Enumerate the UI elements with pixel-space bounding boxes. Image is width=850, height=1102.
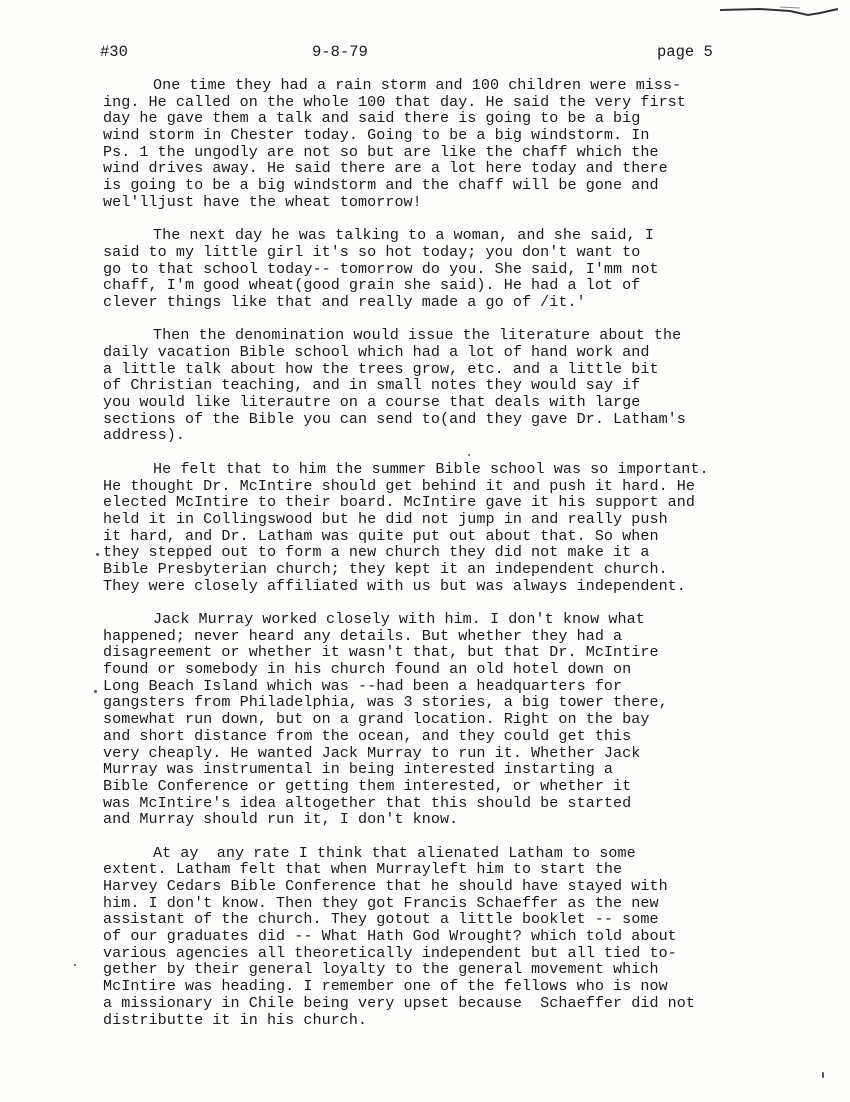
text-line: is going to be a big windstorm and the chaff will be gone and xyxy=(103,176,659,195)
text-line: assistant of the church. They gotout a little booklet -- some xyxy=(103,910,659,929)
paragraph xyxy=(103,227,783,310)
text-line: He felt that to him the summer Bible school was so important. xyxy=(153,459,709,478)
text-line: elected McIntire to their board. McIntire gave it his support and xyxy=(103,493,696,512)
text-line: somewhat run down, but on a grand location. Right on the bay xyxy=(103,710,650,729)
document-number: #30 xyxy=(100,43,128,61)
paragraph xyxy=(103,77,783,211)
document-date: 9-8-79 xyxy=(312,43,368,61)
text-line: wind storm in Chester today. Going to be a big windstorm. In xyxy=(103,126,650,145)
text-line: gangsters from Philadelphia, was 3 stories, a big tower there, xyxy=(103,693,668,712)
scan-speck xyxy=(822,1072,824,1078)
text-line: happened; never heard any details. But whether they had a xyxy=(103,626,623,645)
text-line: was McIntire's idea altogether that this should be started xyxy=(103,793,632,812)
text-line: McIntire was heading. I remember one of the fellows who is now xyxy=(103,977,668,996)
text-line: address). xyxy=(103,426,185,445)
text-line: Bible Presbyterian church; they kept it an independent church. xyxy=(103,559,668,578)
text-line: found or somebody in his church found an old hotel down on xyxy=(103,660,632,679)
text-line: extent. Latham felt that when Murrayleft him to start the xyxy=(103,860,623,879)
text-line: said to my little girl it's so hot today; you don't want to xyxy=(103,242,641,261)
text-line: a missionary in Chile being very upset because Schaeffer did not xyxy=(103,993,696,1012)
text-line: very cheaply. He wanted Jack Murray to run it. Whether Jack xyxy=(103,743,641,762)
text-line: of Christian teaching, and in small notes they would say if xyxy=(103,376,641,395)
page-header xyxy=(100,43,740,63)
paragraph xyxy=(103,611,783,828)
text-line: chaff, I'm good wheat(good grain she said). He had a lot of xyxy=(103,276,641,295)
text-line: Murray was instrumental in being interested instarting a xyxy=(103,760,614,779)
text-line: Bible Conference or getting them interested, or whether it xyxy=(103,776,632,795)
text-line: day he gave them a talk and said there is going to be a big xyxy=(103,109,641,128)
text-line: The next day he was talking to a woman, and she said, I xyxy=(153,226,654,245)
text-line: it hard, and Dr. Latham was quite put out about that. So when xyxy=(103,526,659,545)
text-line: Harvey Cedars Bible Conference that he should have stayed with xyxy=(103,877,668,895)
text-line: clever things like that and really made a go of /it.' xyxy=(103,292,586,311)
text-line: you would like literautre on a course that deals with large xyxy=(103,393,641,412)
text-line: distributte it in his church. xyxy=(103,1010,368,1029)
text-line: of our graduates did -- What Hath God Wrought? which told about xyxy=(103,927,677,946)
text-line: Jack Murray worked closely with him. I don't know what xyxy=(153,610,645,628)
text-line: him. I don't know. Then they got Francis Schaeffer as the new xyxy=(103,893,659,912)
text-line: various agencies all theoretically independent but all tied to- xyxy=(103,943,677,962)
paragraph xyxy=(103,461,783,595)
text-line: sections of the Bible you can send to(and they gave Dr. Latham's xyxy=(103,409,686,428)
text-line: and Murray should run it, I don't know. xyxy=(103,810,459,829)
text-line: gether by their general loyalty to the general movement which xyxy=(103,960,659,979)
text-line: wind drives away. He said there are a lot here today and there xyxy=(103,159,668,178)
text-line: They were closely affiliated with us but was always independent. xyxy=(103,576,686,595)
scan-corner-mark xyxy=(720,6,840,20)
text-line: wel'lljust have the wheat tomorrow! xyxy=(103,192,422,211)
text-line: ing. He called on the whole 100 that day. He said the very first xyxy=(103,92,686,111)
document-body xyxy=(103,77,783,1045)
scan-speck xyxy=(468,454,470,456)
text-line: Then the denomination would issue the literature about the xyxy=(153,326,682,345)
text-line: daily vacation Bible school which had a lot of hand work and xyxy=(103,343,650,361)
text-line: He thought Dr. McIntire should get behind it and push it hard. He xyxy=(103,476,696,495)
scan-speck xyxy=(94,690,97,693)
text-line: Ps. 1 the ungodly are not so but are like the chaff which the xyxy=(103,142,659,161)
text-line: Long Beach Island which was --had been a headquarters for xyxy=(103,676,623,695)
text-line: One time they had a rain storm and 100 children were miss- xyxy=(153,76,682,94)
text-line: At ay any rate I think that alienated Latham to some xyxy=(153,843,636,862)
text-line: go to that school today-- tomorrow do you. She said, I'mm not xyxy=(103,259,659,278)
text-line: and short distance from the ocean, and they could get this xyxy=(103,726,632,745)
text-line: held it in Collingswood but he did not jump in and really push xyxy=(103,509,668,528)
text-line: a little talk about how the trees grow, etc. and a little bit xyxy=(103,359,659,378)
scan-speck xyxy=(74,964,76,966)
text-line: disagreement or whether it wasn't that, but that Dr. McIntire xyxy=(103,643,659,662)
scan-speck xyxy=(96,553,99,556)
paragraph xyxy=(103,327,783,444)
text-line: they stepped out to form a new church they did not make it a xyxy=(103,543,650,562)
page-number: page 5 xyxy=(657,43,713,61)
paragraph xyxy=(103,845,783,1029)
